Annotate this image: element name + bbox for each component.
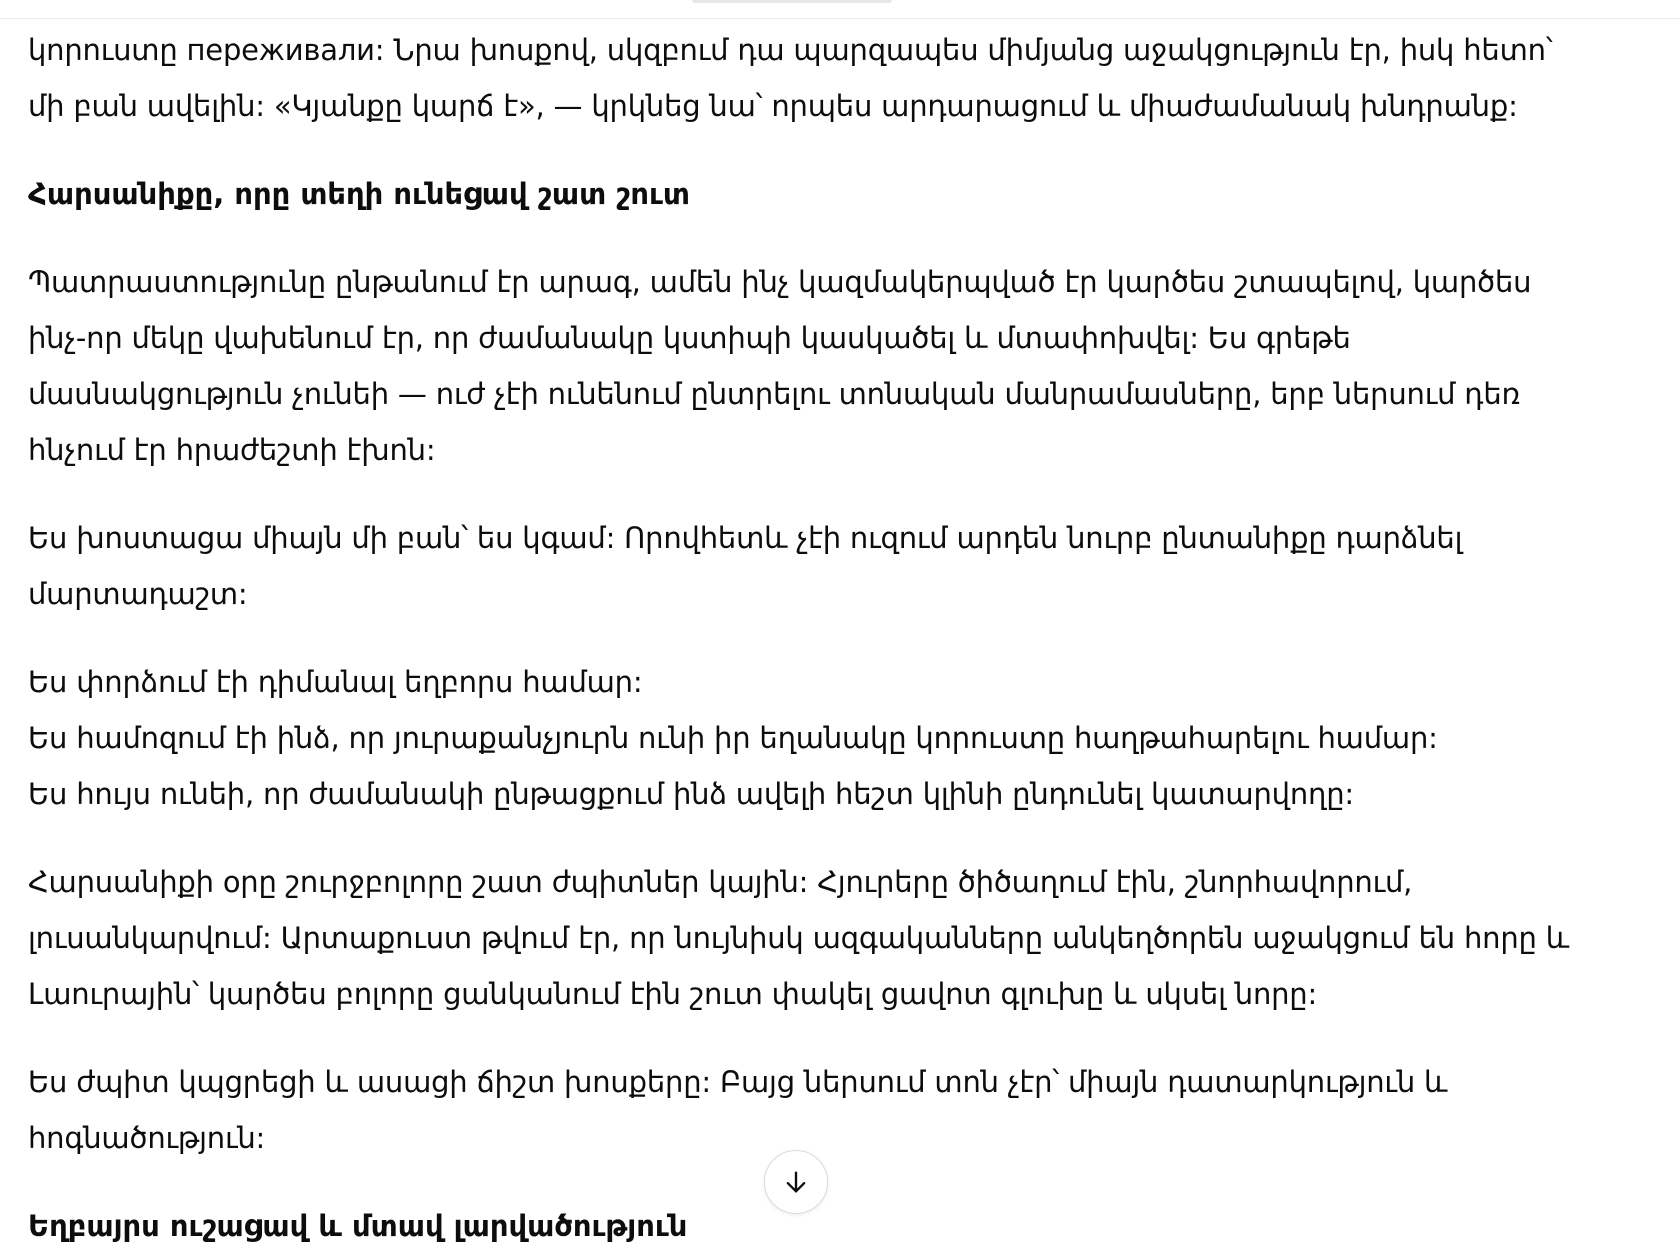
- section-heading: Հարսանիքը, որը տեղի ունեցավ շատ շուտ: [28, 177, 690, 211]
- text-line: մի բան ավելին: «Կյանքը կարճ է», — կրկնեց նա՝ որպես արդարացում և միաժամանակ խնդրանք:: [28, 89, 1518, 123]
- text-line: հոգնածություն:: [28, 1121, 266, 1155]
- message-content: [28, 22, 1628, 1254]
- text-line: մասնակցություն չունեի — ուժ չէի ունենում ընտրելու տոնական մանրամասները, երբ ներսում դեռ: [28, 377, 1521, 411]
- text-line: Պատրաստությունը ընթանում էր արագ, ամեն ինչ կազմակերպված էր կարծես շտապելով, կարծես: [28, 265, 1532, 299]
- text-line: ինչ-որ մեկը վախենում էր, որ ժամանակը կստիպի կասկածել և մտափոխվել: Ես գրեթե: [28, 321, 1351, 355]
- top-tab-indicator: [692, 0, 892, 3]
- text-line: Ես փորձում էի դիմանալ եղբորս համար:: [28, 665, 643, 699]
- arrow-down-icon: [782, 1168, 810, 1196]
- text-line: Ես համոզում էի ինձ, որ յուրաքանչյուրն ունի իր եղանակը կորուստը հաղթահարելու համար:: [28, 721, 1438, 755]
- text-line: լուսանկարվում: Արտաքուստ թվում էր, որ նույնիսկ ազգականները անկեղծորեն աջակցում են հորը և: [28, 921, 1570, 955]
- scroll-to-bottom-button[interactable]: [764, 1150, 828, 1214]
- text-line: Լաուրային՝ կարծես բոլորը ցանկանում էին շուտ փակել ցավոտ գլուխը և սկսել նորը:: [28, 977, 1318, 1011]
- text-line: Հարսանիքի օրը շուրջբոլորը շատ ժպիտներ կային: Հյուրերը ծիծաղում էին, շնորհավորում,: [28, 865, 1413, 899]
- text-line: կորուստը переживали: Նրա խոսքով, սկզբում դա պարզապես միմյանց աջակցություն էր, իսկ հետո՝: [28, 33, 1553, 67]
- text-line: մարտադաշտ:: [28, 577, 248, 611]
- text-line: հնչում էր հրաժեշտի էխոն:: [28, 433, 436, 467]
- text-line: Ես խոստացա միայն մի բան՝ ես կգամ: Որովհետև չէի ուզում արդեն նուրբ ընտանիքը դարձնել: [28, 521, 1463, 555]
- section-heading: Եղբայրս ուշացավ և մտավ լարվածություն: [28, 1209, 688, 1243]
- header-divider: [0, 18, 1680, 19]
- text-line: Ես հույս ունեի, որ ժամանակի ընթացքում ինձ ավելի հեշտ կլինի ընդունել կատարվողը:: [28, 777, 1354, 811]
- text-line: Ես ժպիտ կպցրեցի և ասացի ճիշտ խոսքերը: Բայց ներսում տոն չէր՝ միայն դատարկություն և: [28, 1065, 1448, 1099]
